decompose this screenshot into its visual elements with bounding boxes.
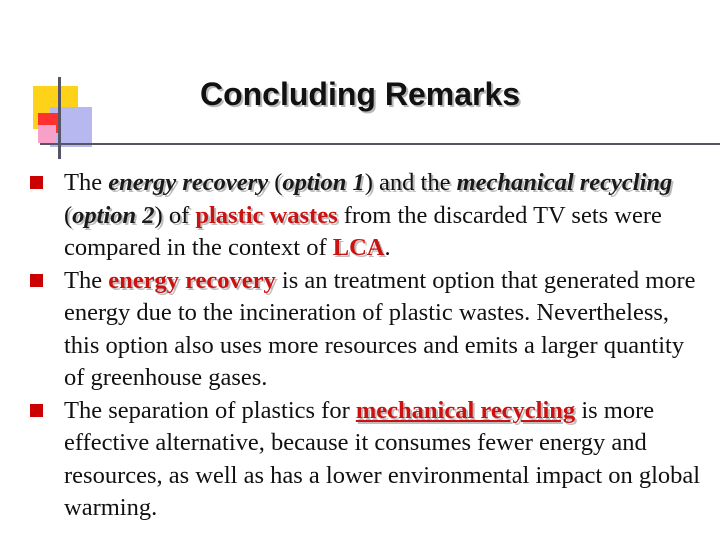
- bullet-text: The separation of plastics for: [64, 396, 356, 424]
- bullet-text: (: [268, 169, 283, 196]
- square-bullet-icon: [30, 176, 43, 189]
- bullet-text: The: [64, 169, 109, 196]
- bullet-item: [30, 167, 710, 265]
- bullet-text: is more effective alternative, because it consumes fewer energy and resources, as well as has a lower environmental impact on global warming.: [64, 396, 701, 521]
- title-divider-line: [40, 143, 720, 145]
- term-lca: LCA: [332, 234, 385, 261]
- bullet-text: .: [384, 234, 391, 261]
- term-option-1: option 1: [282, 169, 365, 196]
- bullet-text: The: [64, 266, 109, 294]
- term-mechanical-recycling: mechanical recycling: [355, 396, 576, 424]
- bullet-text: from the discarded TV sets were compared in the context of: [64, 201, 662, 261]
- bullet-item: [30, 265, 710, 395]
- bullet-text: is an treatment option that generated more energy due to the incineration of plastic wastes. Nevertheless, this option also uses more resources and emits a larger quantity of greenhouse gases.: [64, 266, 696, 391]
- bullet-item: [30, 395, 710, 525]
- square-bullet-icon: [30, 404, 43, 417]
- decorative-pink-square: [38, 125, 56, 143]
- term-plastic-wastes: plastic wastes: [195, 201, 338, 229]
- slide-title: Concluding Remarks: [199, 76, 521, 112]
- bullet-text: ) and the: [364, 169, 457, 196]
- bullet-text: (: [64, 201, 73, 229]
- term-energy-recovery: energy recovery: [108, 266, 276, 294]
- square-bullet-icon: [30, 274, 43, 287]
- term-option-2: option 2: [72, 201, 155, 229]
- term-mechanical-recycling: mechanical recycling: [456, 169, 673, 196]
- term-energy-recovery: energy recovery: [108, 169, 269, 196]
- bullet-list: [30, 167, 710, 525]
- bullet-text: ) of: [154, 201, 196, 229]
